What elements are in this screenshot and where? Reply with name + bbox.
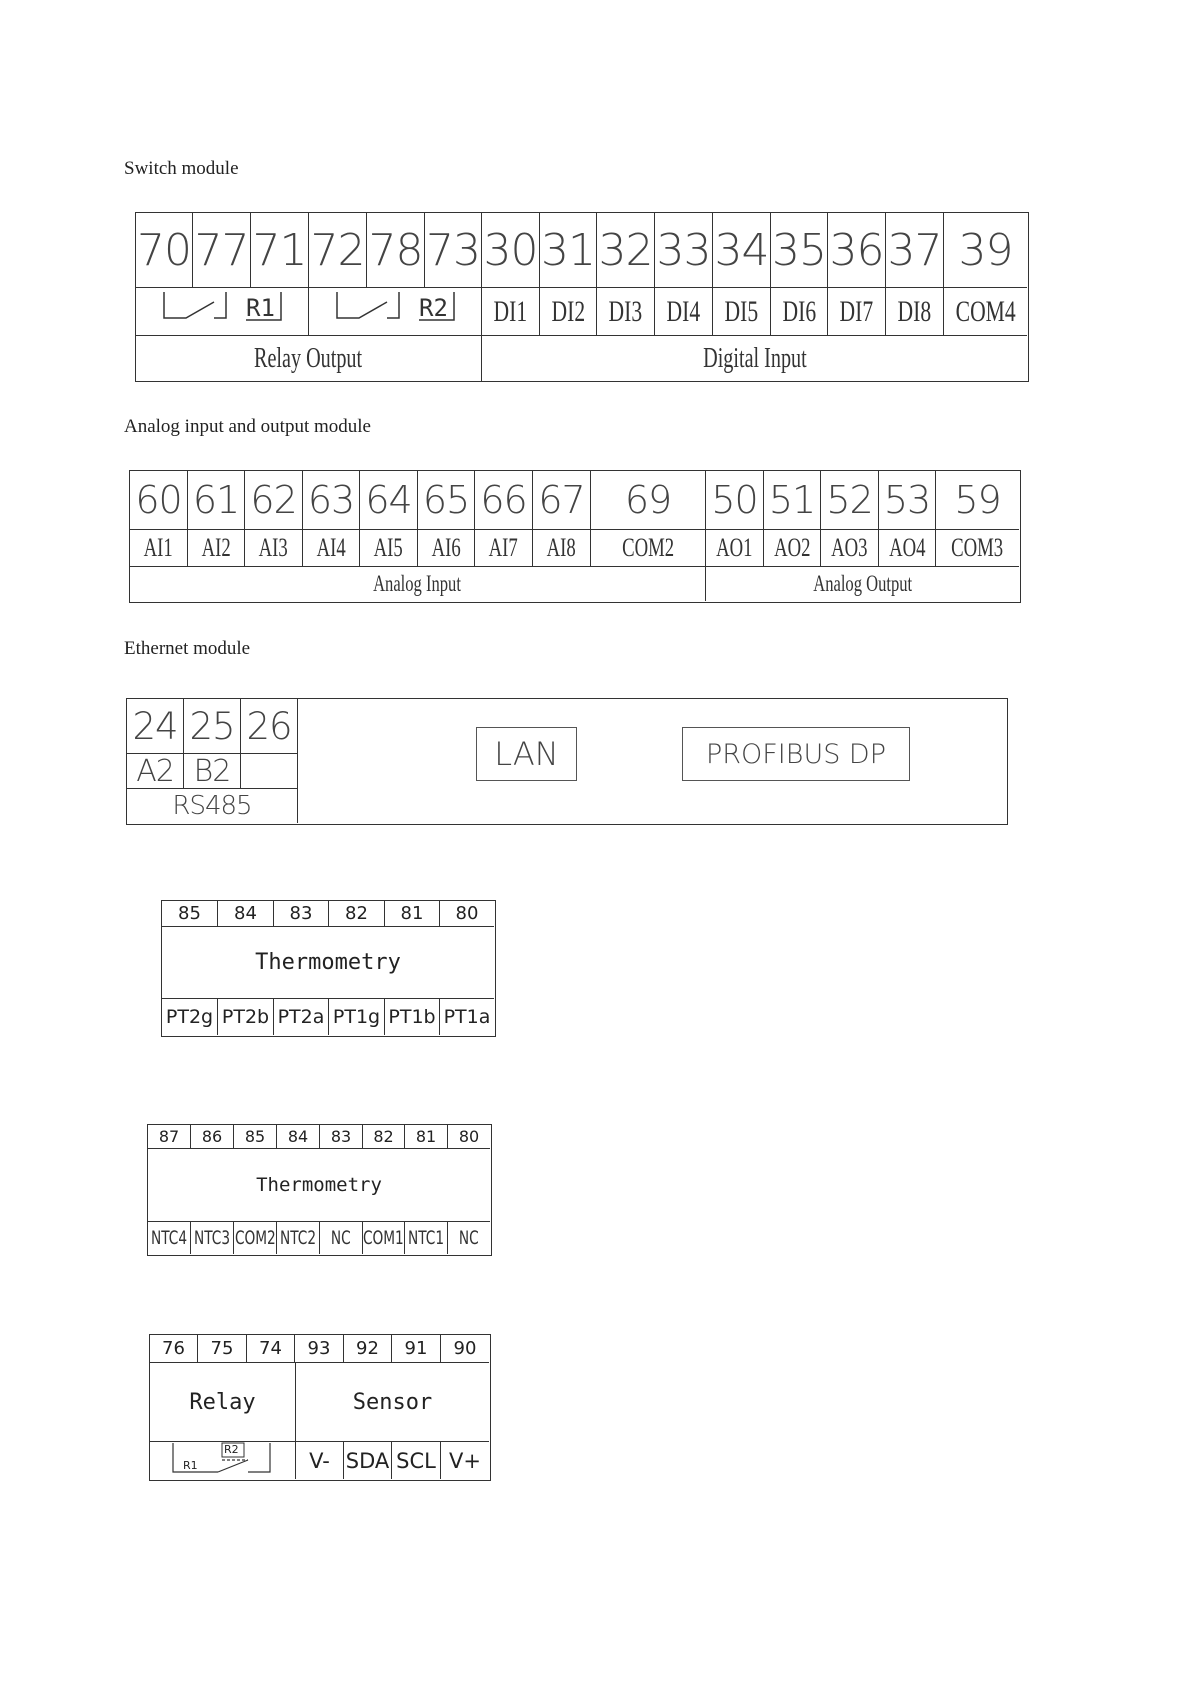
label-pt1b: PT1b bbox=[385, 999, 440, 1035]
relay-sensor-terminal-row bbox=[150, 1335, 489, 1362]
label-com1: COM1 bbox=[363, 1222, 405, 1254]
analog-module-terminal-block bbox=[129, 470, 1021, 603]
sensor-title: Sensor bbox=[352, 1389, 433, 1415]
relay2-contact-symbol bbox=[309, 288, 482, 335]
label-pt1a: PT1a bbox=[443, 1006, 491, 1028]
label-empty bbox=[241, 754, 297, 788]
label-ai1: AI1 bbox=[130, 530, 188, 566]
label-sda: SDA bbox=[344, 1442, 392, 1479]
ntc-terminal-83: 83 bbox=[320, 1125, 363, 1148]
label-nc-2: NC bbox=[459, 1227, 479, 1249]
rs-terminal-90: 90 bbox=[453, 1338, 477, 1359]
terminal-36: 36 bbox=[828, 213, 886, 287]
analog-label-row bbox=[130, 530, 1019, 566]
relay1-label: R1 bbox=[183, 1459, 198, 1472]
ntc-terminal-82: 82 bbox=[363, 1125, 405, 1148]
label-com3: COM3 bbox=[951, 533, 1004, 562]
label-ai8: AI8 bbox=[533, 530, 591, 566]
ntc-terminal-87: 87 bbox=[148, 1125, 191, 1148]
terminal-59: 59 bbox=[954, 478, 1001, 522]
sensor-section bbox=[296, 1363, 489, 1479]
terminal-26: 26 bbox=[246, 704, 292, 748]
relay2-label: R2 bbox=[224, 1443, 239, 1456]
terminal-30: 30 bbox=[482, 213, 540, 287]
terminal-73: 73 bbox=[425, 213, 482, 287]
analog-group-row bbox=[130, 567, 1019, 601]
relay-title: Relay bbox=[189, 1389, 256, 1415]
terminal-78: 78 bbox=[367, 213, 425, 287]
label-ntc1: NTC1 bbox=[405, 1222, 448, 1254]
label-ntc4: NTC4 bbox=[148, 1222, 191, 1254]
thermometry-pt-label-row bbox=[162, 999, 494, 1035]
ntc-terminal-81: 81 bbox=[405, 1125, 448, 1148]
terminal-62: 62 bbox=[245, 471, 303, 529]
terminal-72: 72 bbox=[309, 213, 367, 287]
label-v-minus: V- bbox=[296, 1442, 344, 1479]
relay1-cell bbox=[136, 288, 309, 335]
ntc-terminal-84: 84 bbox=[277, 1125, 320, 1148]
relay2-label: R2 bbox=[419, 294, 448, 322]
switch-terminal-row bbox=[136, 213, 1027, 287]
switch-module-heading: Switch module bbox=[124, 158, 239, 179]
analog-terminal-row bbox=[130, 471, 1019, 529]
input-di1: DI1 bbox=[482, 288, 540, 335]
label-ai4: AI4 bbox=[303, 530, 360, 566]
ethernet-module-heading: Ethernet module bbox=[124, 638, 251, 659]
label-ao2: AO2 bbox=[764, 530, 821, 566]
rs-terminal-92: 92 bbox=[344, 1335, 392, 1362]
input-di7: DI7 bbox=[828, 288, 886, 335]
terminal-39: 39 bbox=[958, 224, 1013, 276]
relay-contact-symbol bbox=[150, 1442, 295, 1479]
pt-terminal-84: 84 bbox=[218, 901, 274, 926]
terminal-31: 31 bbox=[540, 213, 597, 287]
rs485-terminal-row bbox=[127, 699, 297, 753]
terminal-61: 61 bbox=[188, 471, 245, 529]
label-ai7: AI7 bbox=[475, 530, 533, 566]
pt-terminal-80: 80 bbox=[455, 903, 479, 924]
pt-terminal-83: 83 bbox=[274, 901, 329, 926]
relay1-label: R1 bbox=[246, 294, 275, 322]
label-ao3: AO3 bbox=[821, 530, 879, 566]
input-di4: DI4 bbox=[655, 288, 713, 335]
label-ai3: AI3 bbox=[245, 530, 303, 566]
rs-terminal-75: 75 bbox=[198, 1335, 247, 1362]
label-ntc2: NTC2 bbox=[277, 1222, 320, 1254]
terminal-35: 35 bbox=[771, 213, 828, 287]
rs-terminal-76: 76 bbox=[150, 1335, 198, 1362]
label-ai2: AI2 bbox=[188, 530, 245, 566]
label-pt1g: PT1g bbox=[329, 999, 385, 1035]
terminal-65: 65 bbox=[418, 471, 475, 529]
label-scl: SCL bbox=[392, 1442, 441, 1479]
lan-port: LAN bbox=[476, 727, 577, 781]
terminal-77: 77 bbox=[193, 213, 251, 287]
terminal-66: 66 bbox=[475, 471, 533, 529]
label-a2: A2 bbox=[127, 754, 184, 788]
label-ao4: AO4 bbox=[879, 530, 936, 566]
terminal-50: 50 bbox=[706, 471, 764, 529]
thermometry-pt-block bbox=[161, 900, 496, 1037]
thermometry-ntc-title: Thermometry bbox=[256, 1174, 382, 1196]
sensor-label-row bbox=[296, 1442, 489, 1479]
ntc-terminal-85: 85 bbox=[234, 1125, 277, 1148]
ntc-terminal-80: 80 bbox=[458, 1127, 480, 1146]
terminal-69: 69 bbox=[591, 471, 706, 529]
ntc-terminal-86: 86 bbox=[191, 1125, 234, 1148]
switch-group-row bbox=[136, 336, 1027, 381]
input-di5: DI5 bbox=[713, 288, 771, 335]
thermometry-pt-terminal-row bbox=[162, 901, 494, 926]
relay2-cell bbox=[309, 288, 482, 335]
switch-module-terminal-block bbox=[135, 212, 1029, 382]
terminal-51: 51 bbox=[764, 471, 821, 529]
rs485-label: RS485 bbox=[172, 791, 252, 821]
terminal-63: 63 bbox=[303, 471, 360, 529]
thermometry-pt-title: Thermometry bbox=[255, 950, 401, 975]
thermometry-ntc-label-row bbox=[148, 1222, 490, 1254]
analog-output-label: Analog Output bbox=[813, 571, 912, 596]
label-ao1: AO1 bbox=[706, 530, 764, 566]
label-nc-1: NC bbox=[320, 1222, 363, 1254]
terminal-37: 37 bbox=[886, 213, 944, 287]
ethernet-module-block bbox=[126, 698, 1008, 825]
pt-terminal-85: 85 bbox=[162, 901, 218, 926]
rs485-label-row bbox=[127, 754, 297, 788]
rs-terminal-93: 93 bbox=[295, 1335, 344, 1362]
label-com2: COM2 bbox=[591, 530, 706, 566]
label-pt2b: PT2b bbox=[218, 999, 274, 1035]
label-pt2g: PT2g bbox=[162, 999, 218, 1035]
analog-input-label: Analog Input bbox=[130, 567, 706, 601]
analog-module-heading: Analog input and output module bbox=[124, 416, 371, 437]
thermometry-ntc-block bbox=[147, 1124, 492, 1256]
relay-output-label: Relay Output bbox=[136, 336, 482, 381]
relay1-contact-symbol bbox=[136, 288, 309, 335]
terminal-53: 53 bbox=[879, 471, 936, 529]
input-di6: DI6 bbox=[771, 288, 828, 335]
label-b2: B2 bbox=[184, 754, 241, 788]
label-pt2a: PT2a bbox=[274, 999, 329, 1035]
profibus-dp-port: PROFIBUS DP bbox=[682, 727, 910, 781]
thermometry-ntc-terminal-row bbox=[148, 1125, 490, 1148]
pt-terminal-81: 81 bbox=[385, 901, 440, 926]
terminal-32: 32 bbox=[597, 213, 655, 287]
terminal-34: 34 bbox=[713, 213, 771, 287]
terminal-24: 24 bbox=[127, 699, 184, 753]
input-com4: COM4 bbox=[955, 294, 1016, 328]
terminal-67: 67 bbox=[533, 471, 591, 529]
terminal-60: 60 bbox=[130, 471, 188, 529]
input-di2: DI2 bbox=[540, 288, 597, 335]
terminal-70: 70 bbox=[136, 213, 193, 287]
label-v-plus: V+ bbox=[449, 1448, 481, 1473]
digital-input-label: Digital Input bbox=[702, 342, 807, 374]
rs-terminal-74: 74 bbox=[247, 1335, 295, 1362]
terminal-25: 25 bbox=[184, 699, 241, 753]
label-com2: COM2 bbox=[234, 1222, 277, 1254]
label-ai6: AI6 bbox=[418, 530, 475, 566]
rs485-terminal-group bbox=[127, 699, 298, 823]
input-di8: DI8 bbox=[886, 288, 944, 335]
input-di3: DI3 bbox=[597, 288, 655, 335]
terminal-64: 64 bbox=[360, 471, 418, 529]
terminal-52: 52 bbox=[821, 471, 879, 529]
terminal-33: 33 bbox=[655, 213, 713, 287]
pt-terminal-82: 82 bbox=[329, 901, 385, 926]
relay-sensor-block bbox=[149, 1334, 491, 1481]
label-ai5: AI5 bbox=[360, 530, 418, 566]
terminal-71: 71 bbox=[251, 213, 309, 287]
label-ntc3: NTC3 bbox=[191, 1222, 234, 1254]
relay-section bbox=[150, 1363, 296, 1479]
switch-label-row bbox=[136, 288, 1027, 335]
rs-terminal-91: 91 bbox=[392, 1335, 441, 1362]
